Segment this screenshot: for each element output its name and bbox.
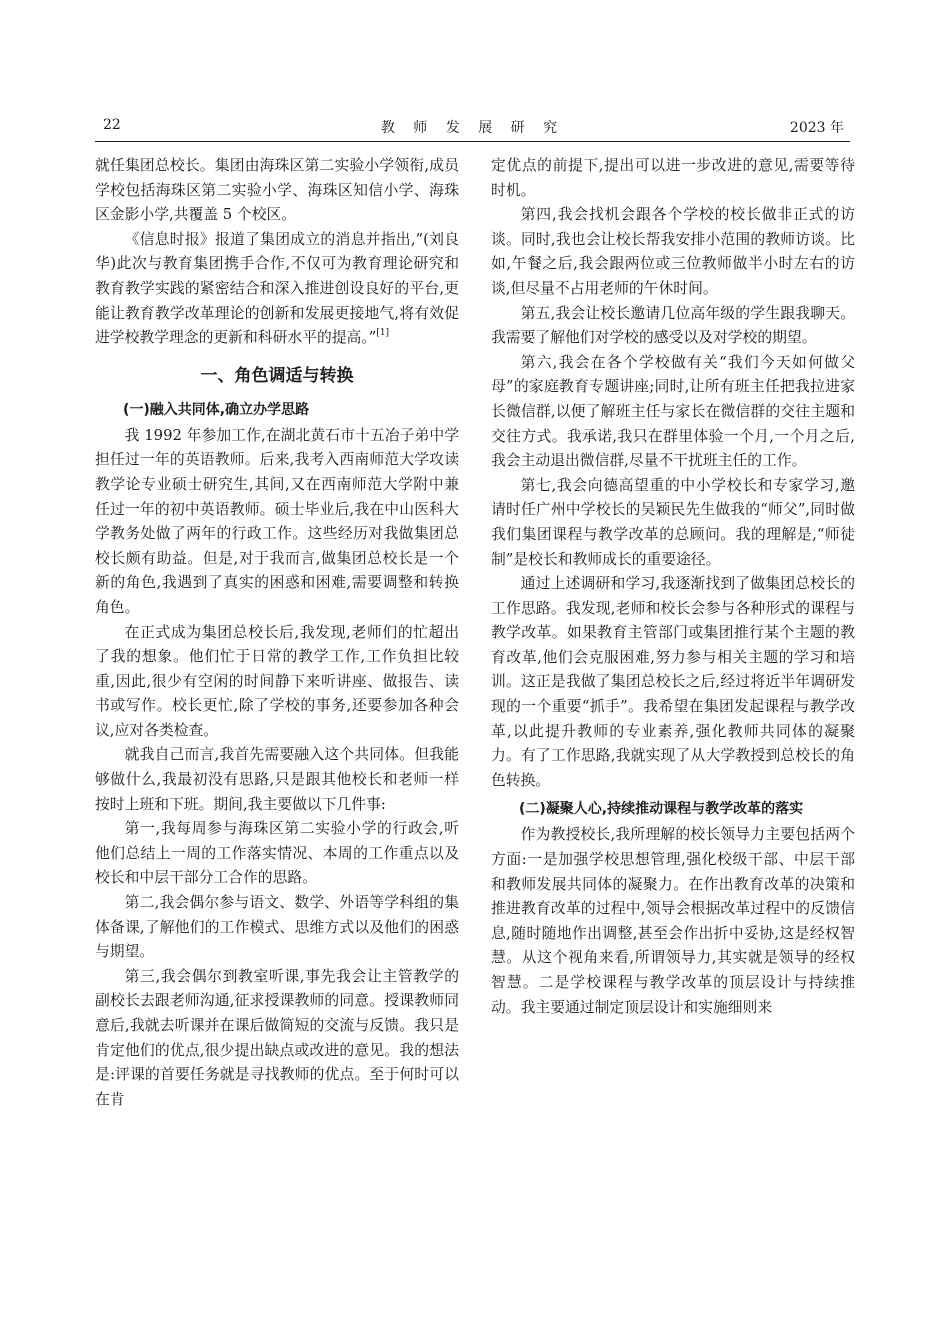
- subsection-heading: (一)融入共同体,确立办学思路: [123, 401, 310, 418]
- paragraph: 我 1992 年参加工作,在湖北黄石市十五冶子弟中学担任过一年的英语教师。后来,我考入西南师范大学攻读教学论专业硕士研究生,其间,又在西南师范大学附中兼任过一年的初中英语教师。硕士毕业后,我在中山医科大学教务处做了两年的行政工作。这些经历对我做集团总校长颇有助益。但是,对于我而言,做集团总校长是一个新的角色,我遇到了真实的困惑和困难,需要调整和转换角色。: [95, 426, 459, 616]
- paragraph: 第二,我会偶尔参与语文、数学、外语等学科组的集体备课,了解他们的工作模式、思维方式以及他们的困惑与期望。: [95, 894, 459, 961]
- citation-ref[interactable]: [1]: [376, 328, 390, 339]
- page-header: [95, 117, 850, 139]
- left-column: [95, 154, 459, 1112]
- paragraph: [95, 228, 459, 351]
- subsection-heading: (二)凝聚人心,持续推动课程与教学改革的落实: [519, 801, 804, 818]
- paragraph: 第四,我会找机会跟各个学校的校长做非正式的访谈。同时,我也会让校长帮我安排小范围的教师访谈。比如,午餐之后,我会跟两位或三位教师做半小时左右的访谈,但尽量不占用老师的午休时间。: [491, 206, 855, 297]
- paragraph: 第三,我会偶尔到教室听课,事先我会让主管教学的副校长去跟老师沟通,征求授课教师的同意。授课教师同意后,我就去听课并在课后做简短的交流与反馈。我只是肯定他们的优点,很少提出缺点或改进的意见。我的想法是:评课的首要任务就是寻找教师的优点。至于何时可以在肯: [95, 967, 459, 1108]
- header-rule: [95, 141, 850, 142]
- publication-year: 2023 年: [789, 120, 844, 136]
- right-column: [491, 154, 855, 1020]
- paragraph: 第七,我会向德高望重的中小学校长和专家学习,邀请时任广州中学校长的吴颖民先生做我的“师父”,同时做我们集团课程与教学改革的总顾问。我的理解是,“师徒制”是校长和教师成长的重要途径。: [491, 476, 855, 568]
- page-number: 22: [103, 117, 121, 133]
- paragraph: 就我自己而言,我首先需要融入这个共同体。但我能够做什么,我最初没有思路,只是跟其他校长和老师一样按时上班和下班。期间,我主要做以下几件事:: [95, 746, 459, 813]
- paragraph: 就任集团总校长。集团由海珠区第二实验小学领衔,成员学校包括海珠区第二实验小学、海珠区知信小学、海珠区金影小学,共覆盖 5 个校区。: [95, 157, 459, 224]
- paragraph: 作为教授校长,我所理解的校长领导力主要包括两个方面:一是加强学校思想管理,强化校级干部、中层干部和教师发展共同体的凝聚力。在作出教育改革的决策和推进教育改革的过程中,领导会根据改革过程中的反馈信息,随时随地作出调整,甚至会作出折中妥协,这是经权智慧。从这个视角来看,所谓领导力,其实就是领导的经权智慧。二是学校课程与教学改革的顶层设计与持续推动。我主要通过制定顶层设计和实施细则来: [491, 826, 855, 1016]
- paragraph: 定优点的前提下,提出可以进一步改进的意见,需要等待时机。: [491, 157, 855, 199]
- paragraph: 第一,我每周参与海珠区第二实验小学的行政会,听他们总结上一周的工作落实情况、本周的工作重点以及校长和中层干部分工合作的思路。: [95, 820, 459, 887]
- paragraph: 第五,我会让校长邀请几位高年级的学生跟我聊天。我需要了解他们对学校的感受以及对学校的期望。: [491, 304, 855, 347]
- section-heading: 一、角色调适与转换: [200, 365, 354, 386]
- paragraph: 通过上述调研和学习,我逐渐找到了做集团总校长的工作思路。我发现,老师和校长会参与各种形式的课程与教学改革。如果教育主管部门或集团推行某个主题的教育改革,他们会克服困难,努力参与相关主题的学习和培训。这正是我做了集团总校长之后,经过将近半年调研发现的一个重要“抓手”。我希望在集团发起课程与教学改革,以此提升教师的专业素养,强化教师共同体的凝聚力。有了工作思路,我就实现了从大学教授到总校长的角色转换。: [491, 575, 855, 789]
- journal-title: 教 师 发 展 研 究: [380, 120, 565, 136]
- paragraph-text: 《信息时报》报道了集团成立的消息并指出,“(刘良华)此次与教育集团携手合作,不仅可为教育理论研究和教育教学实践的紧密结合和深入推进创设良好的平台,更能让教育教学改革理论的创新和发展更接地气,将有效促进学校教学理念的更新和科研水平的提高。”: [95, 230, 459, 347]
- paragraph: 第六,我会在各个学校做有关“我们今天如何做父母”的家庭教育专题讲座;同时,让所有班主任把我拉进家长微信群,以便了解班主任与家长在微信群的交往主题和交往方式。我承诺,我只在群里体验一个月,一个月之后,我会主动退出微信群,尽量不干扰班主任的工作。: [491, 353, 855, 470]
- paragraph: 在正式成为集团总校长后,我发现,老师们的忙超出了我的想象。他们忙于日常的教学工作,工作负担比较重,因此,很少有空闲的时间静下来听讲座、做报告、读书或写作。校长更忙,除了学校的事务,还要参加各种会议,应对各类检查。: [95, 623, 459, 739]
